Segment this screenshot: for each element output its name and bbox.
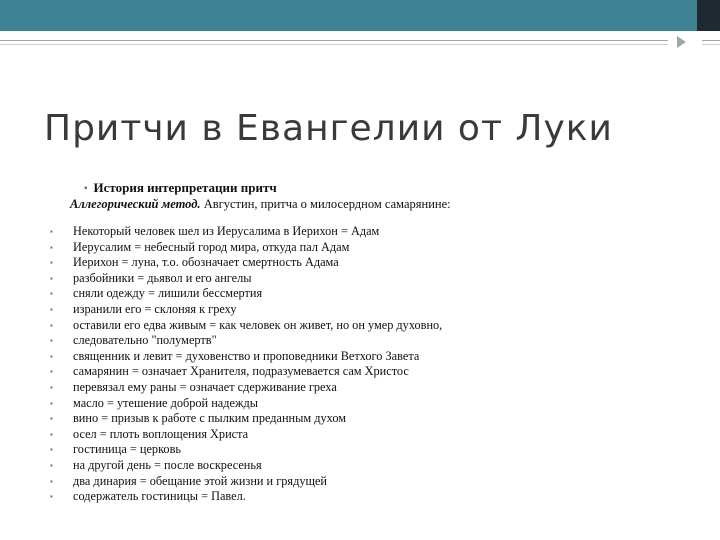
list-item-text: вино = призыв к работе с пылким преданным духом — [73, 411, 347, 426]
list-item-text: Некоторый человек шел из Иерусалима в Иерихон = Адам — [73, 224, 380, 238]
bullet-icon: ▪ — [50, 476, 53, 486]
bullet-icon: ▪ — [50, 351, 53, 361]
bullet-icon: ▪ — [50, 367, 53, 377]
header-band-corner — [697, 0, 720, 31]
divider-line — [702, 40, 720, 41]
list-item-text: содержатель гостиницы = Павел. — [73, 489, 246, 504]
slide-title: Притчи в Евангелии от Луки — [44, 108, 613, 149]
subheading-text: История интерпретации притч — [93, 180, 277, 195]
bullet-icon: ▪ — [50, 336, 53, 346]
bullet-icon: ▪ — [50, 242, 53, 252]
list-item-text: перевязал ему раны = означает сдерживание греха — [73, 379, 337, 394]
intro-label: Аллегорический метод. — [70, 197, 201, 211]
bullet-icon: ▪ — [50, 320, 53, 330]
list-item-text: следовательно "полумертв" — [73, 333, 217, 348]
list-item-text: изранили его = склоняя к греху — [73, 301, 237, 316]
list-item-text: Иерусалим = небесный город мира, откуда пал Адам — [73, 239, 350, 254]
bullet-icon: ▪ — [50, 398, 53, 408]
bullet-icon: ▪ — [50, 414, 53, 424]
list-item-text: осел = плоть воплощения Христа — [73, 426, 249, 441]
subheading — [84, 180, 277, 196]
intro-line — [70, 197, 451, 212]
list-item-text: масло = утешение доброй надежды — [73, 395, 258, 410]
divider-line — [0, 40, 668, 41]
list-item-text: Иерихон = луна, т.о. обозначает смертность Адама — [73, 255, 339, 270]
intro-text: Августин, притча о милосердном самарянине: — [200, 197, 451, 211]
bullet-icon: ▪ — [50, 304, 53, 314]
bullet-icon: ▪ — [50, 492, 53, 502]
bullet-icon: ▪ — [50, 273, 53, 283]
triangle-marker-icon — [677, 36, 686, 48]
list-item-text: самарянин = означает Хранителя, подразумевается сам Христос — [73, 364, 409, 379]
list-item-text: сняли одежду = лишили бессмертия — [73, 286, 263, 301]
header-band — [0, 0, 697, 31]
list-item-text: на другой день = после воскресенья — [73, 457, 262, 472]
list-item-text: гостиница = церковь — [73, 442, 181, 457]
bullet-icon: ▪ — [50, 429, 53, 439]
divider-line — [702, 44, 720, 45]
bullet-icon: ▪ — [50, 460, 53, 470]
list-item-text: разбойники = дьявол и его ангелы — [73, 270, 252, 285]
list-item-text: священник и левит = духовенство и проповедники Ветхого Завета — [73, 348, 420, 363]
bullet-icon: ▪ — [50, 289, 53, 299]
divider-line — [0, 44, 668, 45]
bullet-icon: ▪ — [50, 445, 53, 455]
list-item-text: оставили его едва живым = как человек он живет, но он умер духовно, — [73, 317, 443, 332]
bullet-icon: ▪ — [50, 382, 53, 392]
list-item-text: два динария = обещание этой жизни и грядущей — [73, 473, 327, 488]
bullet-icon: ▪ — [50, 258, 53, 268]
bullet-icon: ▪ — [50, 227, 53, 236]
bullet-icon: ▪ — [84, 183, 88, 194]
